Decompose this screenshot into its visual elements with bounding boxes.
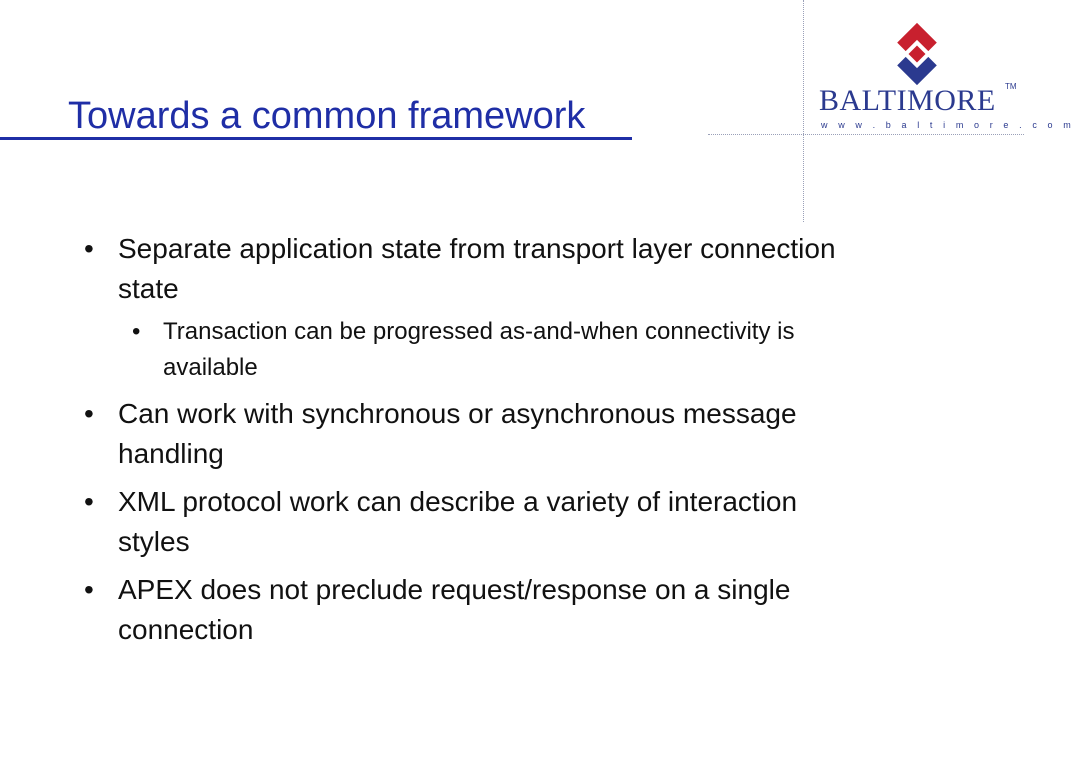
title-underline xyxy=(0,137,632,140)
sub-bullet-item xyxy=(118,314,860,386)
bullet-list xyxy=(80,229,860,650)
bullet-text: APEX does not preclude request/response on a single connection xyxy=(118,574,791,645)
bullet-item xyxy=(80,570,860,650)
bullet-text: Can work with synchronous or asynchronous message handling xyxy=(118,398,797,469)
sub-bullet-text: Transaction can be progressed as-and-when connectivity is available xyxy=(163,318,795,381)
bullet-item xyxy=(80,229,860,386)
bullet-text: XML protocol work can describe a variety of interaction styles xyxy=(118,486,798,557)
bullet-item xyxy=(80,482,860,562)
baltimore-logo xyxy=(815,14,1075,132)
baltimore-logo-mark-icon xyxy=(877,14,957,94)
sub-bullet-list xyxy=(118,314,860,386)
slide-title: Towards a common framework xyxy=(68,95,586,137)
bullet-item xyxy=(80,394,860,474)
logo-trademark: TM xyxy=(1005,82,1017,91)
logo-url: w w w . b a l t i m o r e . c o m xyxy=(821,120,1075,130)
header-dotted-divider xyxy=(803,0,804,222)
header-dotted-rule xyxy=(708,134,1024,135)
logo-wordmark: BALTIMORE xyxy=(819,84,996,117)
bullet-text: Separate application state from transport layer connection state xyxy=(118,233,836,304)
